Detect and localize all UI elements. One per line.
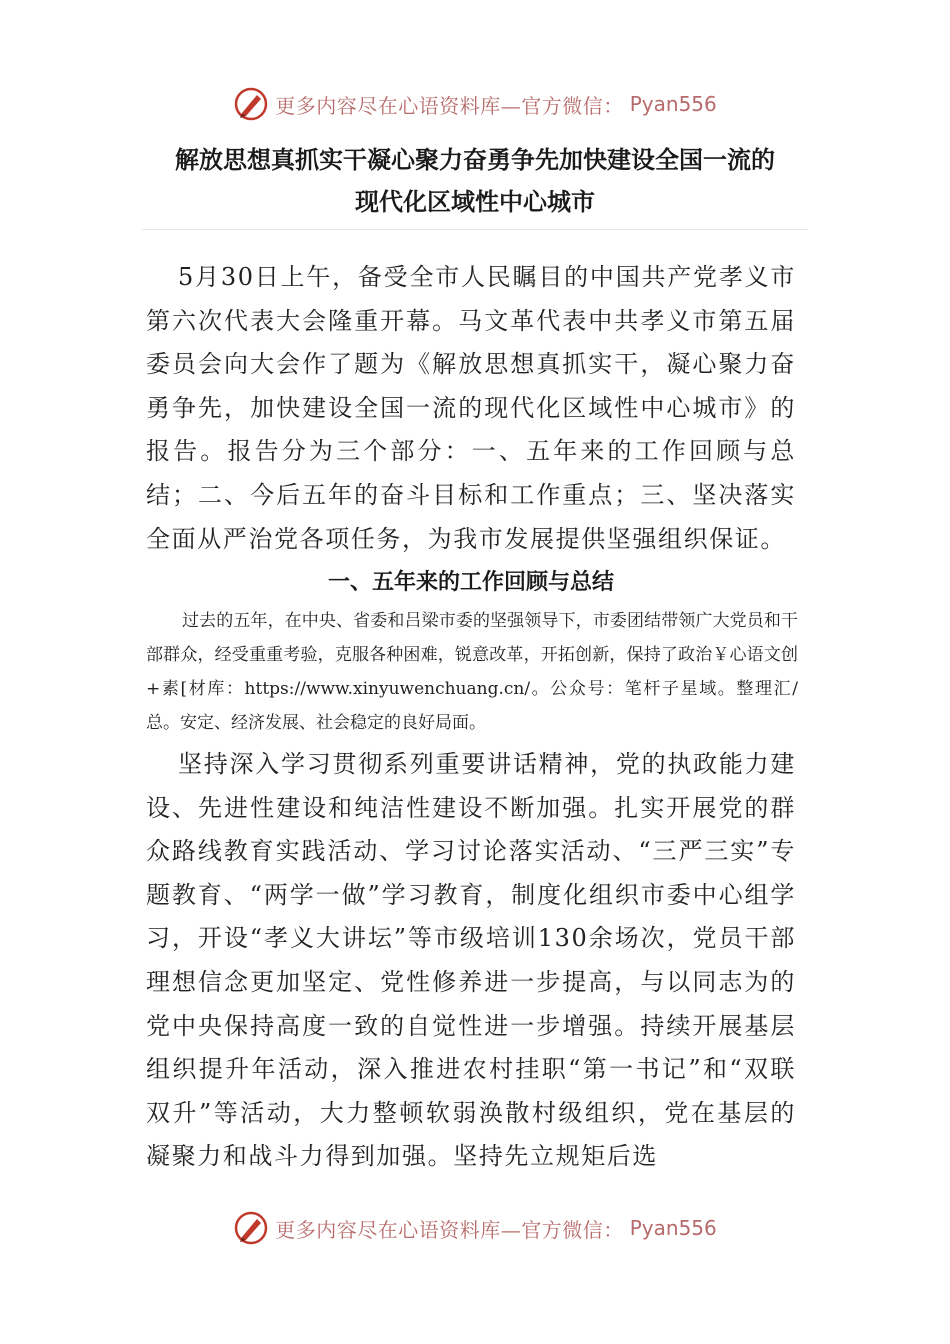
banner-text: 更多内容尽在心语资料库—官方微信：	[275, 93, 624, 118]
review-paragraph: 过去的五年，在中央、省委和吕梁市委的坚强领导下，市委团结带领广大党员和干部群众，经受重重考验，克服各种困难，锐意改革，开拓创新，保持了政治￥心语文创+素[材库：https://www.xinyuwenchuang.cn/。公众号：笔杆子星域。整理汇/总。安定、经济发展、社会稳定的良好局面。	[146, 611, 798, 733]
section-heading: 一、五年来的工作回顾与总结	[327, 570, 614, 595]
document-title-line-1: 解放思想真抓实干凝心聚力奋勇争先加快建设全国一流的	[175, 146, 775, 174]
title-divider	[142, 229, 808, 230]
footer-watermark-banner	[0, 1206, 950, 1250]
banner-text: 更多内容尽在心语资料库—官方微信：	[275, 1217, 624, 1242]
intro-paragraph: 5月30日上午，备受全市人民瞩目的中国共产党孝义市第六次代表大会隆重开幕。马文革代表中共孝义市第五届委员会向大会作了题为《解放思想真抓实干，凝心聚力奋勇争先，加快建设全国一流的现代化区域性中心城市》的报告。报告分为三个部分：一、五年来的工作回顾与总结；二、今后五年的奋斗目标和工作重点；三、坚决落实全面从严治党各项任务，为我市发展提供坚强组织保证。	[146, 263, 796, 553]
document-title-line-2: 现代化区域性中心城市	[355, 188, 595, 216]
body-paragraph: 坚持深入学习贯彻系列重要讲话精神，党的执政能力建设、先进性建设和纯洁性建设不断加强。扎实开展党的群众路线教育实践活动、学习讨论落实活动、“三严三实”专题教育、“两学一做”学习教育，制度化组织市委中心组学习，开设“孝义大讲坛”等市级培训130余场次，党员干部理想信念更加坚定、党性修养进一步提高，与以同志为的党中央保持高度一致的自觉性进一步增强。持续开展基层组织提升年活动，深入推进农村挂职“第一书记”和“双联双升”等活动，大力整顿软弱涣散村级组织，党在基层的凝聚力和战斗力得到加强。坚持先立规矩后选	[146, 750, 796, 1171]
banner-wechat-handle: Pyan556	[629, 92, 717, 116]
banner-wechat-handle: Pyan556	[629, 1216, 717, 1240]
pen-logo-icon	[233, 1210, 269, 1246]
pen-logo-icon	[233, 86, 269, 122]
header-watermark-banner	[0, 82, 950, 126]
